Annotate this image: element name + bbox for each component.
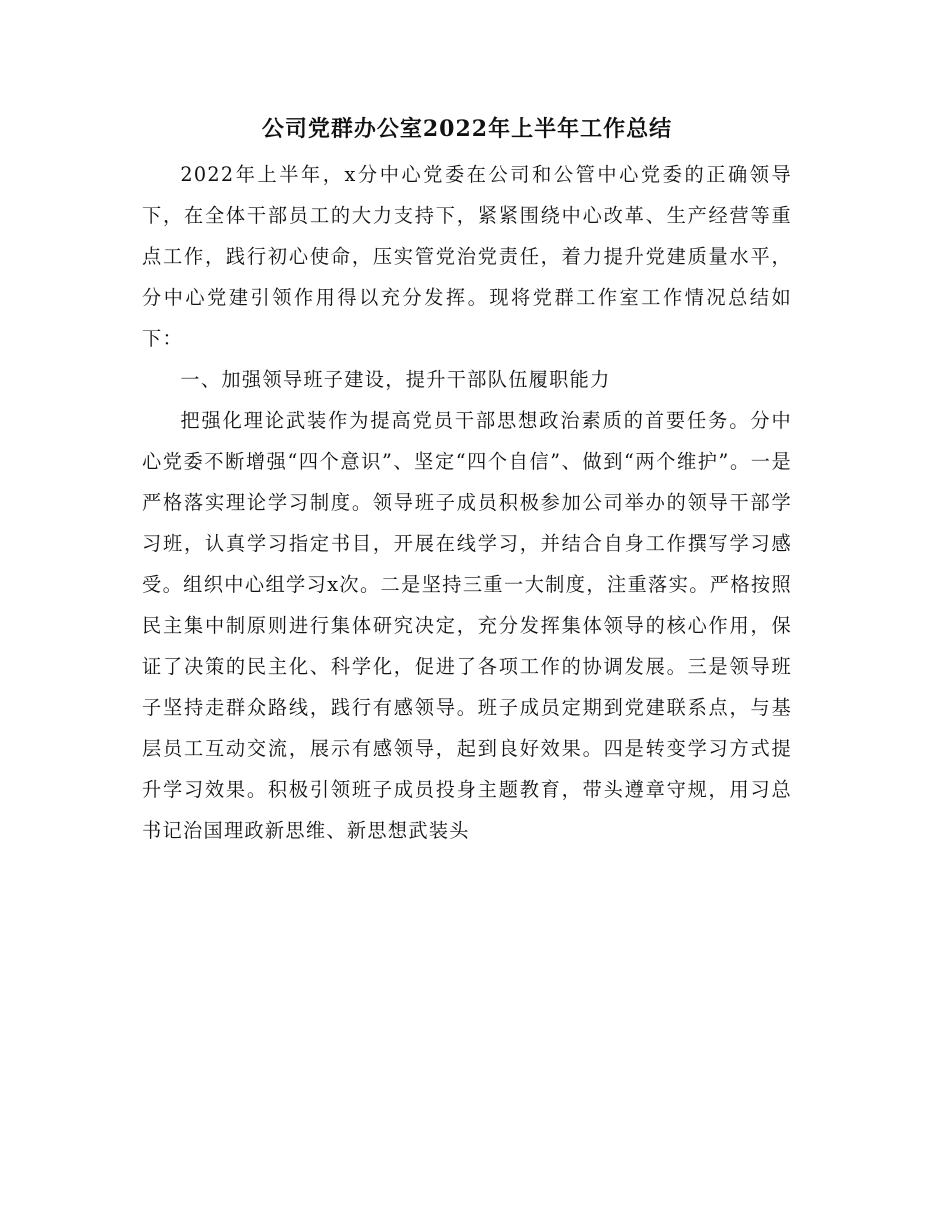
document-title: 公司党群办公室2022年上半年工作总结 <box>261 116 673 142</box>
document-body <box>142 112 792 851</box>
intro-paragraph: 2022年上半年，x分中心党委在公司和公管中心党委的正确领导下，在全体干部员工的大力支持下，紧紧围绕中心改革、生产经营等重点工作，践行初心使命，压实管党治党责任，着力提升党建质量水平，分中心党建引领作用得以充分发挥。现将党群工作室工作情况总结如下： <box>142 163 792 350</box>
section-heading-1: 一、加强领导班子建设，提升干部队伍履职能力 <box>180 368 611 391</box>
section-1-paragraph: 把强化理论武装作为提高党员干部思想政治素质的首要任务。分中心党委不断增强“四个意识”、坚定“四个自信”、做到“两个维护”。一是严格落实理论学习制度。领导班子成员积极参加公司举办的领导干部学习班，认真学习指定书目，开展在线学习，并结合自身工作撰写学习感受。组织中心组学习x次。二是坚持三重一大制度，注重落实。严格按照民主集中制原则进行集体研究决定，充分发挥集体领导的核心作用，保证了决策的民主化、科学化，促进了各项工作的协调发展。三是领导班子坚持走群众路线，践行有感领导。班子成员定期到党建联系点，与基层员工互动交流，展示有感领导，起到良好效果。四是转变学习方式提升学习效果。积极引领班子成员投身主题教育，带头遵章守规，用习总书记治国理政新思维、新思想武装头 <box>142 409 792 842</box>
